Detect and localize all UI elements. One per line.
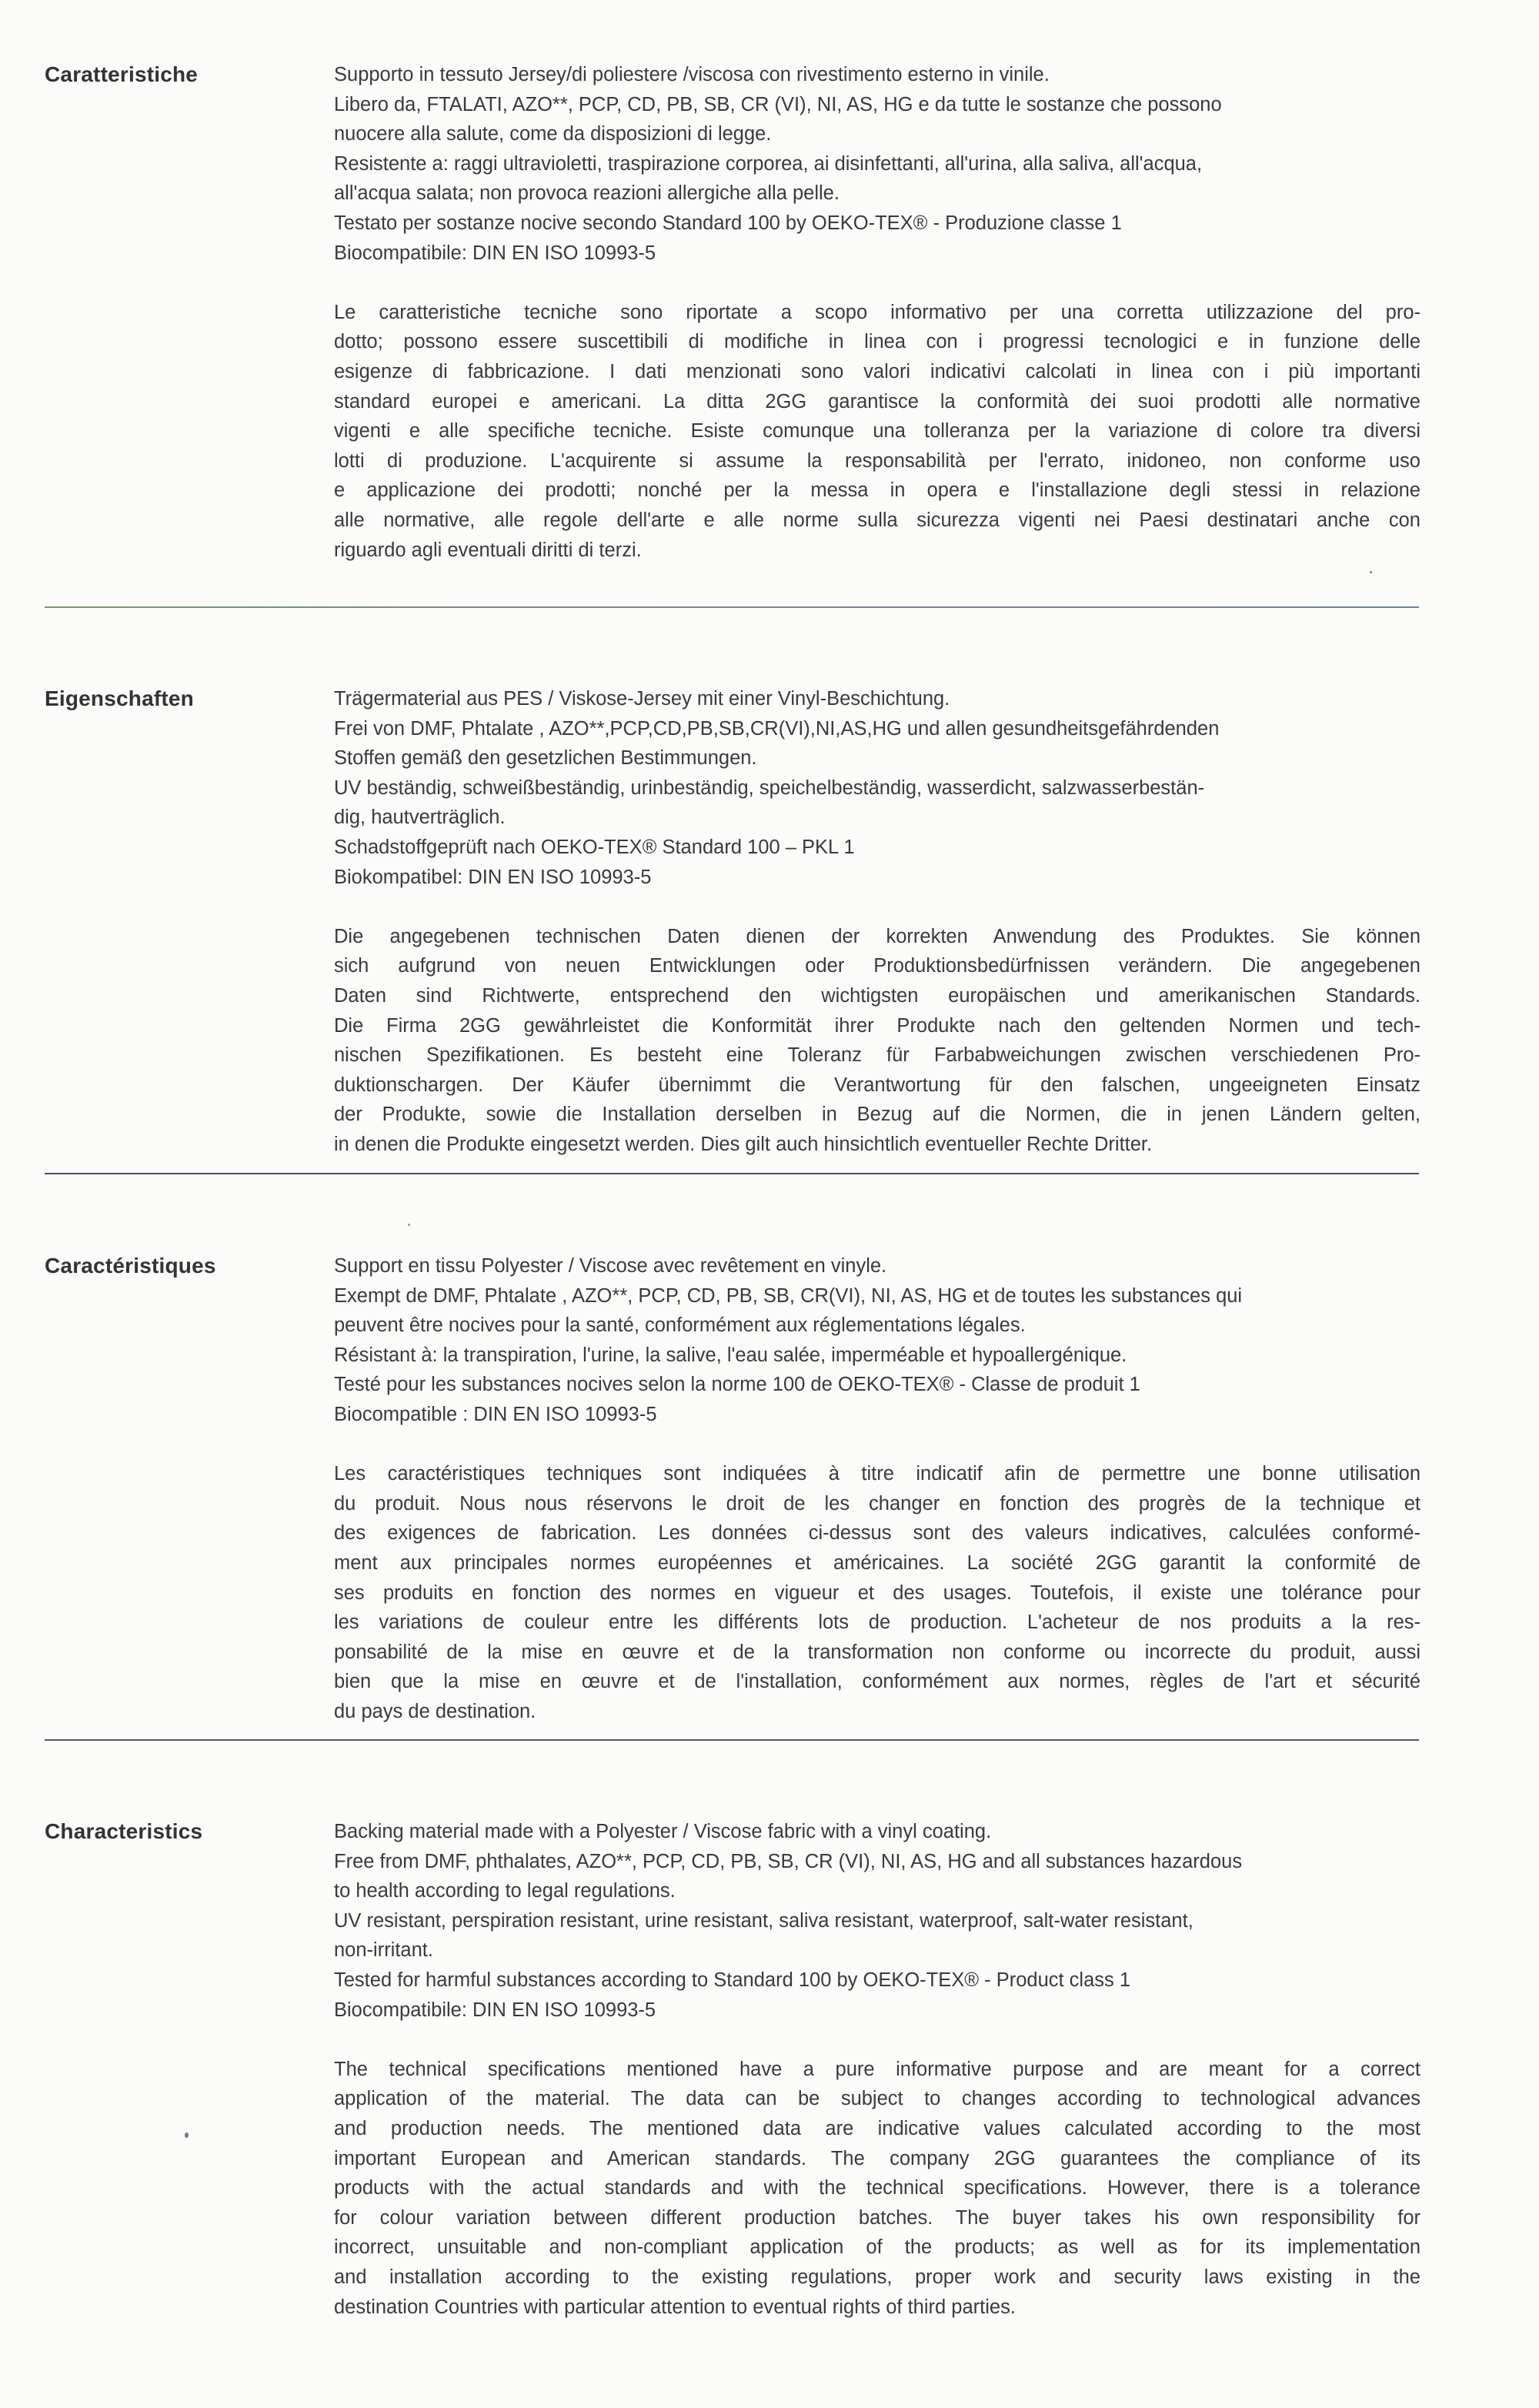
text-line: Support en tissu Polyester / Viscose avec revêtement en vinyle. (334, 1255, 887, 1277)
text-line: for colour variation between different production batches. The buyer takes his own responsibility for (334, 2206, 1420, 2229)
text-line: to health according to legal regulations. (334, 1880, 676, 1902)
text-line: peuvent être nocives pour la santé, conformément aux réglementations légales. (334, 1314, 1026, 1337)
text-line: incorrect, unsuitable and non-compliant application of the products; as well as for its implementation (334, 2236, 1420, 2259)
text-line: Biocompatibile: DIN EN ISO 10993-5 (334, 242, 656, 264)
paragraph-gap (334, 2025, 1420, 2055)
text-line: e applicazione dei prodotti; nonché per la messa in opera e l'installazione degli stessi in relazione (334, 479, 1420, 502)
text-line: vigenti e alle specifiche tecniche. Esiste comunque una tolleranza per la variazione di colore tra diversi (334, 420, 1420, 443)
scan-speck (408, 1224, 410, 1226)
text-line: and production needs. The mentioned data are indicative values calculated according to the most (334, 2117, 1420, 2139)
paragraph-gap (334, 268, 1420, 298)
section-divider (45, 1173, 1419, 1174)
section-body (334, 1817, 1420, 2322)
section-divider (45, 1739, 1419, 1741)
text-line: Frei von DMF, Phtalate , AZO**,PCP,CD,PB,SB,CR(VI),NI,AS,HG und allen gesundheitsgefährdenden (334, 717, 1220, 740)
scan-speck (185, 2132, 189, 2138)
text-line: Daten sind Richtwerte, entsprechend den wichtigsten europäischen und amerikanischen Standards. (334, 984, 1420, 1007)
paragraph-gap (334, 892, 1420, 922)
text-line: Resistente a: raggi ultravioletti, traspirazione corporea, ai disinfettanti, all'urina, alla saliva, all'acqua, (334, 152, 1203, 175)
text-line: lotti di produzione. L'acquirente si assume la responsabilità per l'errato, inidoneo, non conforme uso (334, 449, 1420, 472)
text-line: Résistant à: la transpiration, l'urine, la salive, l'eau salée, imperméable et hypoallergénique. (334, 1344, 1127, 1366)
text-line: and installation according to the existing regulations, proper work and security laws existing in the (334, 2266, 1420, 2288)
text-line: standard europei e americani. La ditta 2GG garantisce la conformità dei suoi prodotti alle normative (334, 390, 1420, 412)
text-line: Libero da, FTALATI, AZO**, PCP, CD, PB, SB, CR (VI), NI, AS, HG e da tutte le sostanze che possono (334, 93, 1222, 115)
text-line: bien que la mise en œuvre et de l'installation, conformément aux normes, règles de l'art et sécurité (334, 1671, 1420, 1693)
text-line: UV beständig, schweißbeständig, urinbeständig, speichelbeständig, wasserdicht, salzwasserbestän- (334, 777, 1205, 799)
text-line: nuocere alla salute, come da disposizioni di legge. (334, 123, 772, 145)
text-line: der Produkte, sowie die Installation derselben in Bezug auf die Normen, die in jenen Ländern gelten, (334, 1104, 1420, 1126)
text-line: all'acqua salata; non provoca reazioni allergiche alla pelle. (334, 182, 840, 205)
text-line: Die angegebenen technischen Daten dienen der korrekten Anwendung des Produktes. Sie können (334, 925, 1420, 947)
text-line: Backing material made with a Polyester / Viscose fabric with a vinyl coating. (334, 1821, 992, 1842)
text-line: products with the actual standards and with the technical specifications. However, there is a tolerance (334, 2177, 1420, 2199)
text-line: Le caratteristiche tecniche sono riportate a scopo informativo per una corretta utilizzazione del pro- (334, 301, 1420, 323)
scan-speck (1370, 571, 1372, 573)
text-line: duktionschargen. Der Käufer übernimmt die Verantwortung für den falschen, ungeeigneten Einsatz (334, 1074, 1420, 1096)
text-line: Exempt de DMF, Phtalate , AZO**, PCP, CD, PB, SB, CR(VI), NI, AS, HG et de toutes les substances qui (334, 1284, 1243, 1307)
text-line: Schadstoffgeprüft nach OEKO-TEX® Standard 100 – PKL 1 (334, 836, 855, 858)
text-line: des exigences de fabrication. Les données ci-dessus sont des valeurs indicatives, calculées conformé- (334, 1522, 1420, 1545)
text-line: non-irritant. (334, 1939, 433, 1962)
text-line: Free from DMF, phthalates, AZO**, PCP, CD, PB, SB, CR (VI), NI, AS, HG and all substances hazardous (334, 1850, 1243, 1872)
text-line: riguardo agli eventuali diritti di terzi. (334, 539, 642, 561)
text-line: nischen Spezifikationen. Es besteht eine Toleranz für Farbabweichungen zwischen verschiedenen Pro- (334, 1044, 1420, 1067)
text-line: application of the material. The data can be subject to changes according to technological advances (334, 2088, 1420, 2110)
text-line: sich aufgrund von neuen Entwicklungen oder Produktionsbedürfnissen verändern. Die angegebenen (334, 955, 1420, 977)
text-line: Biocompatibile: DIN EN ISO 10993-5 (334, 1999, 656, 2021)
text-line: Tested for harmful substances according to Standard 100 by OEKO-TEX® - Product class 1 (334, 1969, 1131, 1991)
text-line: Stoffen gemäß den gesetzlichen Bestimmungen. (334, 747, 757, 770)
text-line: du produit. Nous nous réservons le droit de les changer en fonction des progrès de la technique et (334, 1492, 1420, 1515)
section-body (334, 684, 1420, 1160)
text-line: dotto; possono essere suscettibili di modifiche in linea con i progressi tecnologici e in funzione delle (334, 331, 1420, 353)
text-line: alle normative, alle regole dell'arte e alle norme sulla sicurezza vigenti nei Paesi destinatari anche con (334, 509, 1420, 531)
text-line: in denen die Produkte eingesetzt werden. Dies gilt auch hinsichtlich eventueller Rechte Dritter. (334, 1133, 1153, 1155)
text-line: Testé pour les substances nocives selon la norme 100 de OEKO-TEX® - Classe de produit 1 (334, 1374, 1140, 1396)
section-divider (45, 606, 1419, 608)
text-line: Biocompatible : DIN EN ISO 10993-5 (334, 1403, 657, 1425)
text-line: destination Countries with particular attention to eventual rights of third parties. (334, 2296, 1016, 2318)
text-line: UV resistant, perspiration resistant, urine resistant, saliva resistant, waterproof, salt-water resistant, (334, 1909, 1193, 1932)
section-body (334, 1251, 1420, 1727)
text-line: Supporto in tessuto Jersey/di poliestere /viscosa con rivestimento esterno in vinile. (334, 64, 1050, 85)
section-heading: Caratteristiche (45, 62, 199, 86)
text-line: ponsabilité de la mise en œuvre et de la transformation non conforme ou incorrecte du produit, aussi (334, 1641, 1420, 1663)
text-line: du pays de destination. (334, 1700, 536, 1722)
text-line: Trägermaterial aus PES / Viskose-Jersey mit einer Vinyl-Beschichtung. (334, 688, 950, 710)
text-line: dig, hautverträglich. (334, 807, 506, 829)
text-line: Die Firma 2GG gewährleistet die Konformität ihrer Produkte nach den geltenden Normen und tech- (334, 1014, 1420, 1037)
section-heading: Eigenschaften (45, 686, 194, 710)
section-body (334, 60, 1420, 565)
text-line: Testato per sostanze nocive secondo Standard 100 by OEKO-TEX® - Produzione classe 1 (334, 212, 1122, 234)
text-line: les variations de couleur entre les différents lots de production. L'acheteur de nos produits a la res- (334, 1611, 1420, 1634)
section-heading: Characteristics (45, 1819, 203, 1843)
text-line: ses produits en fonction des normes en vigueur et des usages. Toutefois, il existe une tolérance pour (334, 1581, 1420, 1604)
section-heading: Caractéristiques (45, 1254, 216, 1277)
text-line: ment aux principales normes européennes et américaines. La société 2GG garantit la conformité de (334, 1551, 1420, 1574)
text-line: important European and American standards. The company 2GG guarantees the compliance of its (334, 2147, 1420, 2169)
text-line: esigenze di fabbricazione. I dati menzionati sono valori indicativi calcolati in linea con i più importanti (334, 360, 1420, 382)
text-line: Les caractéristiques techniques sont indiquées à titre indicatif afin de permettre une bonne utilisation (334, 1463, 1420, 1485)
text-line: The technical specifications mentioned have a pure informative purpose and are meant for a correct (334, 2058, 1420, 2080)
paragraph-gap (334, 1430, 1420, 1460)
text-line: Biokompatibel: DIN EN ISO 10993-5 (334, 866, 652, 888)
